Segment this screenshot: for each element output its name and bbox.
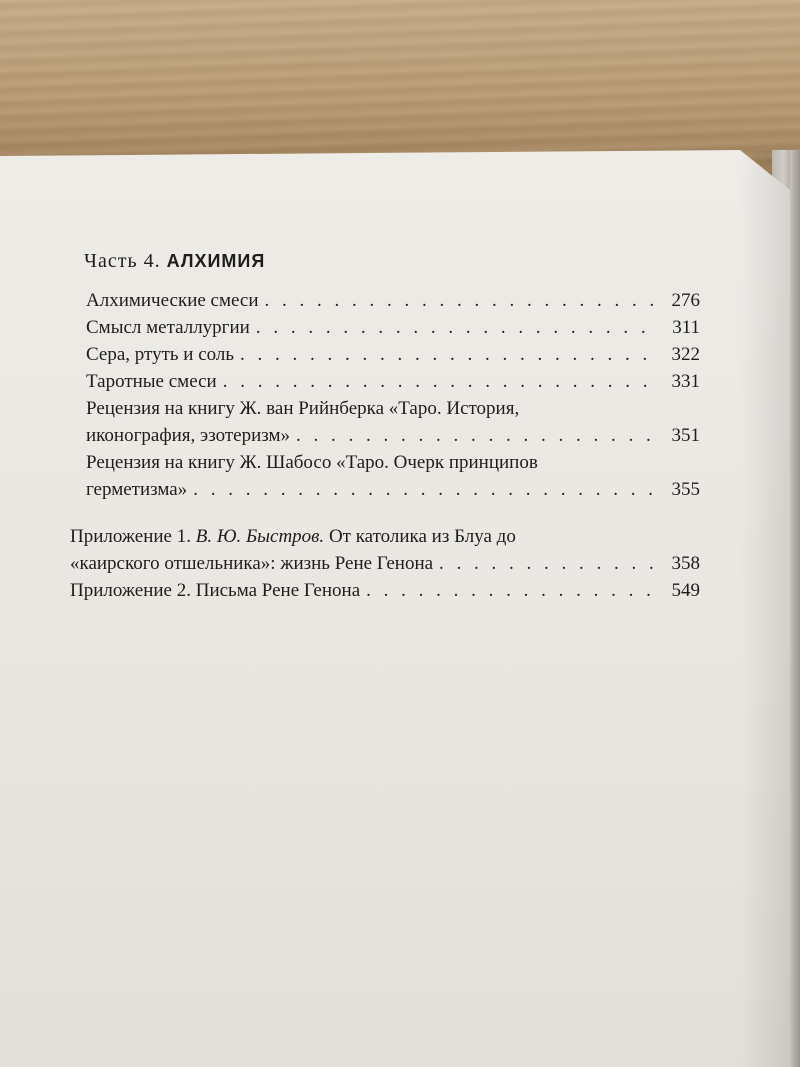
entry-page: 549 xyxy=(671,580,700,601)
toc-entry-multiline xyxy=(70,449,700,503)
toc-entry-multiline xyxy=(70,395,700,449)
appendix-line1 xyxy=(70,523,700,550)
part-heading xyxy=(84,250,700,273)
entry-title: Таротные смеси xyxy=(86,371,217,392)
leader-dots xyxy=(296,422,656,449)
appendix-title-part: От католика из Блуа до xyxy=(328,526,516,547)
entry-page: 358 xyxy=(671,553,700,574)
entry-last-line xyxy=(70,422,700,449)
entry-title-line1: Рецензия на книгу Ж. Шабосо «Таро. Очерк принципов xyxy=(86,452,538,473)
section-gap xyxy=(70,503,700,523)
entry-page: 331 xyxy=(671,371,700,392)
toc-entry xyxy=(70,287,700,314)
leader-dots xyxy=(193,476,656,503)
appendix-prefix: Приложение 1. xyxy=(70,526,191,547)
leader-dots xyxy=(256,314,656,341)
entry-title-line2: иконография, эзотеризм» xyxy=(86,425,291,446)
entry-page: 322 xyxy=(671,344,700,365)
entry-page: 311 xyxy=(672,317,700,338)
appendix-author: В. Ю. Быстров. xyxy=(195,526,325,547)
part-name: АЛХИМИЯ xyxy=(166,251,266,271)
toc-entry xyxy=(70,314,700,341)
entry-last-line xyxy=(70,550,700,577)
entry-page: 276 xyxy=(671,290,700,311)
part-number: Часть 4. xyxy=(84,250,161,272)
appendix-entry xyxy=(70,523,700,577)
leader-dots xyxy=(223,368,656,395)
entry-title: Смысл металлургии xyxy=(86,317,250,338)
toc-entry xyxy=(70,341,700,368)
table-of-contents xyxy=(70,250,700,604)
entry-title: Сера, ртуть и соль xyxy=(86,344,235,365)
leader-dots xyxy=(439,550,656,577)
entry-title: Алхимические смеси xyxy=(86,290,259,311)
entry-title-line2: герметизма» xyxy=(86,479,188,500)
page-shadow xyxy=(740,150,790,1067)
appendix-title-line2: «каирского отшельника»: жизнь Рене Генона xyxy=(70,553,434,574)
appendix-title: Приложение 2. Письма Рене Генона xyxy=(70,580,361,601)
leader-dots xyxy=(240,341,656,368)
entry-page: 351 xyxy=(671,425,700,446)
toc-entry xyxy=(70,368,700,395)
leader-dots xyxy=(265,287,656,314)
wooden-table-background xyxy=(0,0,800,175)
appendix-entry xyxy=(70,577,700,604)
entry-last-line xyxy=(70,476,700,503)
entry-page: 355 xyxy=(671,479,700,500)
leader-dots xyxy=(366,577,656,604)
entry-title-line1: Рецензия на книгу Ж. ван Рийнберка «Таро. История, xyxy=(86,398,520,419)
